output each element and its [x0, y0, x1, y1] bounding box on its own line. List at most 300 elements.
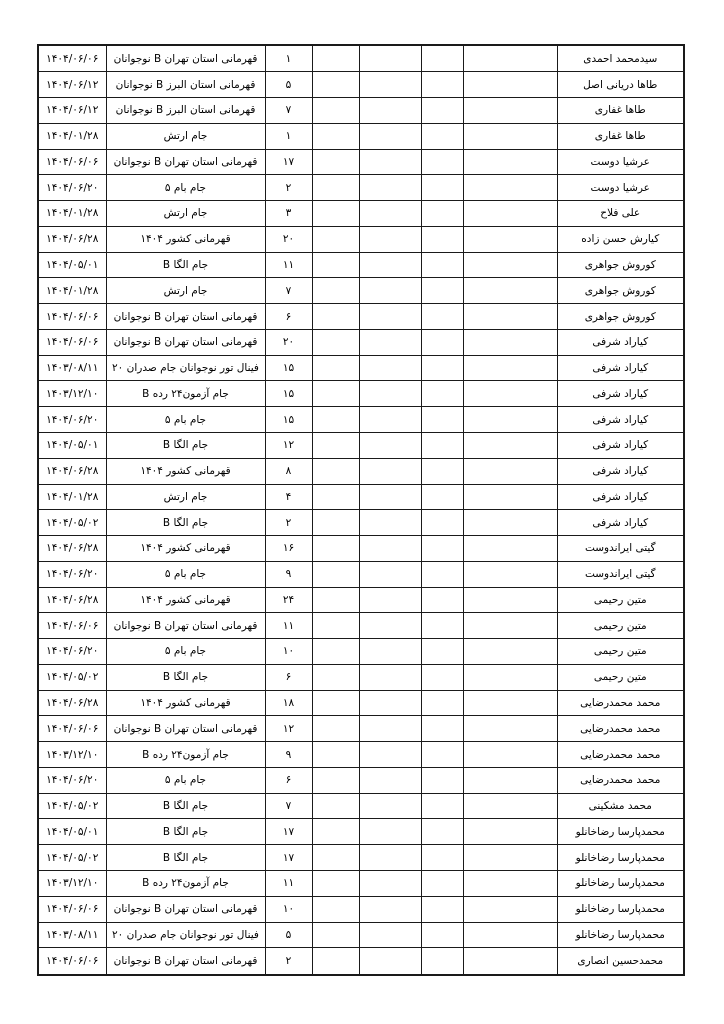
- event-cell: جام الگا B: [106, 845, 265, 871]
- empty-cell-2: [421, 871, 463, 897]
- empty-cell-2: [421, 896, 463, 922]
- date-cell: ۱۴۰۴/۰۶/۲۸: [38, 458, 106, 484]
- empty-cell-3: [359, 484, 421, 510]
- rank-cell: ۲: [265, 510, 312, 536]
- rank-cell: ۸: [265, 458, 312, 484]
- empty-cell-2: [421, 664, 463, 690]
- event-cell: قهرمانی کشور ۱۴۰۴: [106, 690, 265, 716]
- empty-cell-3: [359, 329, 421, 355]
- empty-cell-2: [421, 201, 463, 227]
- player-name-cell: محمد محمدرضایی: [557, 716, 684, 742]
- empty-cell-2: [421, 819, 463, 845]
- empty-cell-1: [463, 690, 557, 716]
- empty-cell-3: [359, 587, 421, 613]
- rank-cell: ۱: [265, 45, 312, 72]
- player-name-cell: کیاراد شرفی: [557, 510, 684, 536]
- rank-cell: ۶: [265, 767, 312, 793]
- rank-cell: ۱۰: [265, 639, 312, 665]
- empty-cell-2: [421, 304, 463, 330]
- event-cell: جام بام ۵: [106, 639, 265, 665]
- date-cell: ۱۴۰۳/۰۸/۱۱: [38, 922, 106, 948]
- empty-cell-3: [359, 922, 421, 948]
- rank-cell: ۱۱: [265, 871, 312, 897]
- empty-cell-3: [359, 355, 421, 381]
- table-row: [38, 690, 684, 716]
- table-row: [38, 793, 684, 819]
- table-row: [38, 587, 684, 613]
- player-name-cell: کوروش جواهری: [557, 278, 684, 304]
- event-cell: جام بام ۵: [106, 767, 265, 793]
- player-name-cell: محمد مشکینی: [557, 793, 684, 819]
- rank-cell: ۱۲: [265, 432, 312, 458]
- table-row: [38, 304, 684, 330]
- rank-cell: ۱۰: [265, 896, 312, 922]
- player-name-cell: محمد محمدرضایی: [557, 767, 684, 793]
- event-cell: جام بام ۵: [106, 561, 265, 587]
- date-cell: ۱۴۰۴/۰۱/۲۸: [38, 484, 106, 510]
- event-cell: قهرمانی کشور ۱۴۰۴: [106, 536, 265, 562]
- player-name-cell: کیاراد شرفی: [557, 407, 684, 433]
- empty-cell-4: [312, 201, 359, 227]
- empty-cell-4: [312, 922, 359, 948]
- player-name-cell: کوروش جواهری: [557, 304, 684, 330]
- empty-cell-1: [463, 45, 557, 72]
- empty-cell-1: [463, 304, 557, 330]
- player-name-cell: متین رحیمی: [557, 664, 684, 690]
- empty-cell-2: [421, 381, 463, 407]
- empty-cell-3: [359, 767, 421, 793]
- rank-cell: ۷: [265, 278, 312, 304]
- event-cell: قهرمانی استان البرز B نوجوانان: [106, 72, 265, 98]
- player-name-cell: کیاراد شرفی: [557, 355, 684, 381]
- player-name-cell: علی فلاح: [557, 201, 684, 227]
- table-row: [38, 278, 684, 304]
- empty-cell-4: [312, 948, 359, 975]
- empty-cell-2: [421, 484, 463, 510]
- empty-cell-2: [421, 72, 463, 98]
- empty-cell-2: [421, 587, 463, 613]
- empty-cell-4: [312, 690, 359, 716]
- date-cell: ۱۴۰۴/۰۶/۰۶: [38, 329, 106, 355]
- empty-cell-3: [359, 407, 421, 433]
- event-cell: فینال تور نوجوانان جام صدران ۲۰: [106, 355, 265, 381]
- empty-cell-3: [359, 201, 421, 227]
- event-cell: جام ارتش: [106, 484, 265, 510]
- empty-cell-4: [312, 819, 359, 845]
- empty-cell-2: [421, 536, 463, 562]
- rank-cell: ۲: [265, 175, 312, 201]
- table-row: [38, 226, 684, 252]
- date-cell: ۱۴۰۴/۰۶/۲۰: [38, 767, 106, 793]
- empty-cell-1: [463, 432, 557, 458]
- table-row: [38, 355, 684, 381]
- date-cell: ۱۴۰۴/۰۶/۲۸: [38, 536, 106, 562]
- empty-cell-3: [359, 381, 421, 407]
- table-row: [38, 742, 684, 768]
- empty-cell-2: [421, 45, 463, 72]
- empty-cell-3: [359, 639, 421, 665]
- empty-cell-2: [421, 742, 463, 768]
- table-row: [38, 510, 684, 536]
- empty-cell-4: [312, 329, 359, 355]
- rank-cell: ۹: [265, 742, 312, 768]
- date-cell: ۱۴۰۴/۰۵/۰۲: [38, 845, 106, 871]
- player-name-cell: طاها غفاری: [557, 123, 684, 149]
- table-body: [38, 45, 684, 975]
- rank-cell: ۱۷: [265, 149, 312, 175]
- date-cell: ۱۴۰۳/۰۸/۱۱: [38, 355, 106, 381]
- rank-cell: ۲۰: [265, 226, 312, 252]
- date-cell: ۱۴۰۴/۰۶/۰۶: [38, 304, 106, 330]
- player-name-cell: محمد محمدرضایی: [557, 742, 684, 768]
- player-name-cell: متین رحیمی: [557, 587, 684, 613]
- empty-cell-3: [359, 98, 421, 124]
- event-cell: جام الگا B: [106, 510, 265, 536]
- empty-cell-1: [463, 149, 557, 175]
- table-row: [38, 149, 684, 175]
- rank-cell: ۱۷: [265, 845, 312, 871]
- empty-cell-1: [463, 407, 557, 433]
- empty-cell-1: [463, 510, 557, 536]
- date-cell: ۱۴۰۴/۰۶/۲۰: [38, 561, 106, 587]
- empty-cell-3: [359, 871, 421, 897]
- empty-cell-2: [421, 329, 463, 355]
- date-cell: ۱۴۰۴/۰۱/۲۸: [38, 278, 106, 304]
- event-cell: جام الگا B: [106, 793, 265, 819]
- player-name-cell: محمدپارسا رضاخانلو: [557, 819, 684, 845]
- empty-cell-3: [359, 278, 421, 304]
- empty-cell-3: [359, 561, 421, 587]
- date-cell: ۱۴۰۴/۰۶/۲۰: [38, 175, 106, 201]
- empty-cell-1: [463, 767, 557, 793]
- date-cell: ۱۴۰۴/۰۶/۲۸: [38, 587, 106, 613]
- table-row: [38, 123, 684, 149]
- empty-cell-1: [463, 201, 557, 227]
- rank-cell: ۲۰: [265, 329, 312, 355]
- empty-cell-3: [359, 793, 421, 819]
- date-cell: ۱۴۰۴/۰۶/۰۶: [38, 716, 106, 742]
- empty-cell-1: [463, 716, 557, 742]
- table-row: [38, 201, 684, 227]
- empty-cell-3: [359, 536, 421, 562]
- empty-cell-3: [359, 175, 421, 201]
- date-cell: ۱۴۰۴/۰۶/۰۶: [38, 613, 106, 639]
- empty-cell-2: [421, 922, 463, 948]
- event-cell: قهرمانی استان تهران B نوجوانان: [106, 329, 265, 355]
- empty-cell-4: [312, 536, 359, 562]
- empty-cell-1: [463, 355, 557, 381]
- empty-cell-3: [359, 716, 421, 742]
- empty-cell-2: [421, 767, 463, 793]
- player-name-cell: کیاراد شرفی: [557, 484, 684, 510]
- empty-cell-1: [463, 948, 557, 975]
- rank-cell: ۱۵: [265, 381, 312, 407]
- empty-cell-3: [359, 510, 421, 536]
- empty-cell-2: [421, 639, 463, 665]
- table-row: [38, 845, 684, 871]
- empty-cell-1: [463, 561, 557, 587]
- player-name-cell: محمدپارسا رضاخانلو: [557, 922, 684, 948]
- empty-cell-4: [312, 355, 359, 381]
- table-row: [38, 871, 684, 897]
- player-name-cell: متین رحیمی: [557, 639, 684, 665]
- empty-cell-3: [359, 123, 421, 149]
- player-name-cell: کیاراد شرفی: [557, 458, 684, 484]
- date-cell: ۱۴۰۴/۰۶/۲۰: [38, 407, 106, 433]
- empty-cell-3: [359, 458, 421, 484]
- empty-cell-4: [312, 742, 359, 768]
- empty-cell-4: [312, 278, 359, 304]
- empty-cell-4: [312, 98, 359, 124]
- table-row: [38, 948, 684, 975]
- empty-cell-1: [463, 278, 557, 304]
- table-row: [38, 922, 684, 948]
- rank-cell: ۷: [265, 98, 312, 124]
- table-row: [38, 252, 684, 278]
- event-cell: قهرمانی استان تهران B نوجوانان: [106, 716, 265, 742]
- date-cell: ۱۴۰۴/۰۶/۱۲: [38, 98, 106, 124]
- player-name-cell: طاها غفاری: [557, 98, 684, 124]
- empty-cell-2: [421, 98, 463, 124]
- empty-cell-4: [312, 871, 359, 897]
- rank-cell: ۹: [265, 561, 312, 587]
- event-cell: جام الگا B: [106, 432, 265, 458]
- empty-cell-1: [463, 922, 557, 948]
- player-name-cell: محمدپارسا رضاخانلو: [557, 845, 684, 871]
- table-row: [38, 484, 684, 510]
- empty-cell-3: [359, 896, 421, 922]
- empty-cell-4: [312, 716, 359, 742]
- empty-cell-1: [463, 484, 557, 510]
- empty-cell-4: [312, 561, 359, 587]
- empty-cell-3: [359, 819, 421, 845]
- event-cell: جام ارتش: [106, 201, 265, 227]
- table-row: [38, 896, 684, 922]
- empty-cell-1: [463, 329, 557, 355]
- empty-cell-3: [359, 304, 421, 330]
- empty-cell-3: [359, 845, 421, 871]
- empty-cell-1: [463, 664, 557, 690]
- empty-cell-4: [312, 639, 359, 665]
- event-cell: قهرمانی استان تهران B نوجوانان: [106, 896, 265, 922]
- empty-cell-3: [359, 72, 421, 98]
- rank-cell: ۲۴: [265, 587, 312, 613]
- empty-cell-1: [463, 742, 557, 768]
- table-row: [38, 767, 684, 793]
- table-row: [38, 716, 684, 742]
- event-cell: جام ارتش: [106, 278, 265, 304]
- event-cell: جام الگا B: [106, 819, 265, 845]
- date-cell: ۱۴۰۴/۰۶/۲۸: [38, 690, 106, 716]
- empty-cell-1: [463, 896, 557, 922]
- empty-cell-2: [421, 123, 463, 149]
- event-cell: جام آزمون۲۴ رده B: [106, 742, 265, 768]
- rank-cell: ۱۵: [265, 355, 312, 381]
- table-row: [38, 639, 684, 665]
- empty-cell-2: [421, 845, 463, 871]
- rank-cell: ۱۱: [265, 252, 312, 278]
- empty-cell-1: [463, 819, 557, 845]
- date-cell: ۱۴۰۴/۰۵/۰۱: [38, 432, 106, 458]
- table-row: [38, 175, 684, 201]
- rank-cell: ۳: [265, 201, 312, 227]
- empty-cell-2: [421, 561, 463, 587]
- player-name-cell: سیدمحمد احمدی: [557, 45, 684, 72]
- date-cell: ۱۴۰۴/۰۶/۱۲: [38, 72, 106, 98]
- date-cell: ۱۴۰۴/۰۶/۰۶: [38, 896, 106, 922]
- empty-cell-1: [463, 72, 557, 98]
- player-name-cell: کیاراد شرفی: [557, 432, 684, 458]
- empty-cell-1: [463, 587, 557, 613]
- event-cell: جام آزمون۲۴ رده B: [106, 871, 265, 897]
- rank-cell: ۱۲: [265, 716, 312, 742]
- rank-cell: ۵: [265, 72, 312, 98]
- event-cell: فینال تور نوجوانان جام صدران ۲۰: [106, 922, 265, 948]
- empty-cell-4: [312, 226, 359, 252]
- player-name-cell: کیاراد شرفی: [557, 381, 684, 407]
- empty-cell-3: [359, 613, 421, 639]
- empty-cell-2: [421, 458, 463, 484]
- date-cell: ۱۴۰۳/۱۲/۱۰: [38, 871, 106, 897]
- table-row: [38, 536, 684, 562]
- empty-cell-2: [421, 252, 463, 278]
- empty-cell-3: [359, 226, 421, 252]
- empty-cell-1: [463, 613, 557, 639]
- event-cell: جام بام ۵: [106, 407, 265, 433]
- empty-cell-4: [312, 845, 359, 871]
- empty-cell-3: [359, 664, 421, 690]
- empty-cell-4: [312, 613, 359, 639]
- empty-cell-4: [312, 175, 359, 201]
- rank-cell: ۱۸: [265, 690, 312, 716]
- rank-cell: ۱: [265, 123, 312, 149]
- empty-cell-4: [312, 72, 359, 98]
- event-cell: جام الگا B: [106, 252, 265, 278]
- table-row: [38, 613, 684, 639]
- date-cell: ۱۴۰۴/۰۵/۰۲: [38, 510, 106, 536]
- rank-cell: ۲: [265, 948, 312, 975]
- empty-cell-1: [463, 871, 557, 897]
- table-row: [38, 329, 684, 355]
- date-cell: ۱۴۰۴/۰۶/۰۶: [38, 149, 106, 175]
- player-name-cell: محمد محمدرضایی: [557, 690, 684, 716]
- date-cell: ۱۴۰۴/۰۱/۲۸: [38, 123, 106, 149]
- player-name-cell: گیتی ایراندوست: [557, 561, 684, 587]
- empty-cell-2: [421, 149, 463, 175]
- empty-cell-4: [312, 458, 359, 484]
- empty-cell-4: [312, 304, 359, 330]
- event-cell: قهرمانی استان تهران B نوجوانان: [106, 304, 265, 330]
- empty-cell-1: [463, 845, 557, 871]
- event-cell: جام آزمون۲۴ رده B: [106, 381, 265, 407]
- date-cell: ۱۴۰۴/۰۱/۲۸: [38, 201, 106, 227]
- empty-cell-1: [463, 381, 557, 407]
- empty-cell-2: [421, 793, 463, 819]
- player-name-cell: متین رحیمی: [557, 613, 684, 639]
- event-cell: جام ارتش: [106, 123, 265, 149]
- event-cell: قهرمانی کشور ۱۴۰۴: [106, 458, 265, 484]
- empty-cell-2: [421, 278, 463, 304]
- empty-cell-4: [312, 587, 359, 613]
- event-cell: قهرمانی استان تهران B نوجوانان: [106, 149, 265, 175]
- empty-cell-2: [421, 355, 463, 381]
- empty-cell-4: [312, 664, 359, 690]
- empty-cell-1: [463, 175, 557, 201]
- event-cell: جام الگا B: [106, 664, 265, 690]
- player-name-cell: کیارش حسن زاده: [557, 226, 684, 252]
- empty-cell-4: [312, 793, 359, 819]
- player-name-cell: کیاراد شرفی: [557, 329, 684, 355]
- table-row: [38, 45, 684, 72]
- empty-cell-1: [463, 226, 557, 252]
- table-row: [38, 819, 684, 845]
- rank-cell: ۴: [265, 484, 312, 510]
- empty-cell-1: [463, 639, 557, 665]
- empty-cell-4: [312, 767, 359, 793]
- empty-cell-4: [312, 45, 359, 72]
- player-name-cell: عرشیا دوست: [557, 149, 684, 175]
- event-cell: جام بام ۵: [106, 175, 265, 201]
- event-cell: قهرمانی استان تهران B نوجوانان: [106, 45, 265, 72]
- empty-cell-2: [421, 716, 463, 742]
- empty-cell-2: [421, 432, 463, 458]
- empty-cell-2: [421, 948, 463, 975]
- table-row: [38, 458, 684, 484]
- player-name-cell: عرشیا دوست: [557, 175, 684, 201]
- empty-cell-3: [359, 149, 421, 175]
- empty-cell-4: [312, 123, 359, 149]
- player-name-cell: گیتی ایراندوست: [557, 536, 684, 562]
- event-cell: قهرمانی کشور ۱۴۰۴: [106, 226, 265, 252]
- empty-cell-1: [463, 252, 557, 278]
- table-row: [38, 432, 684, 458]
- empty-cell-4: [312, 896, 359, 922]
- date-cell: ۱۴۰۴/۰۶/۰۶: [38, 948, 106, 975]
- empty-cell-4: [312, 252, 359, 278]
- date-cell: ۱۴۰۴/۰۶/۲۰: [38, 639, 106, 665]
- empty-cell-3: [359, 432, 421, 458]
- empty-cell-3: [359, 690, 421, 716]
- event-cell: قهرمانی استان تهران B نوجوانان: [106, 948, 265, 975]
- empty-cell-2: [421, 407, 463, 433]
- empty-cell-4: [312, 381, 359, 407]
- table-row: [38, 407, 684, 433]
- rank-cell: ۷: [265, 793, 312, 819]
- rank-cell: ۱۵: [265, 407, 312, 433]
- rank-cell: ۱۱: [265, 613, 312, 639]
- date-cell: ۱۴۰۳/۱۲/۱۰: [38, 742, 106, 768]
- rank-cell: ۵: [265, 922, 312, 948]
- empty-cell-2: [421, 510, 463, 536]
- rank-cell: ۶: [265, 664, 312, 690]
- empty-cell-4: [312, 149, 359, 175]
- event-cell: قهرمانی کشور ۱۴۰۴: [106, 587, 265, 613]
- empty-cell-1: [463, 536, 557, 562]
- table-row: [38, 72, 684, 98]
- table-row: [38, 381, 684, 407]
- player-name-cell: کوروش جواهری: [557, 252, 684, 278]
- empty-cell-1: [463, 123, 557, 149]
- rank-cell: ۶: [265, 304, 312, 330]
- date-cell: ۱۴۰۴/۰۶/۰۶: [38, 45, 106, 72]
- date-cell: ۱۴۰۴/۰۵/۰۲: [38, 664, 106, 690]
- date-cell: ۱۴۰۴/۰۵/۰۱: [38, 252, 106, 278]
- empty-cell-4: [312, 484, 359, 510]
- table-row: [38, 561, 684, 587]
- table-row: [38, 98, 684, 124]
- event-cell: قهرمانی استان البرز B نوجوانان: [106, 98, 265, 124]
- empty-cell-2: [421, 226, 463, 252]
